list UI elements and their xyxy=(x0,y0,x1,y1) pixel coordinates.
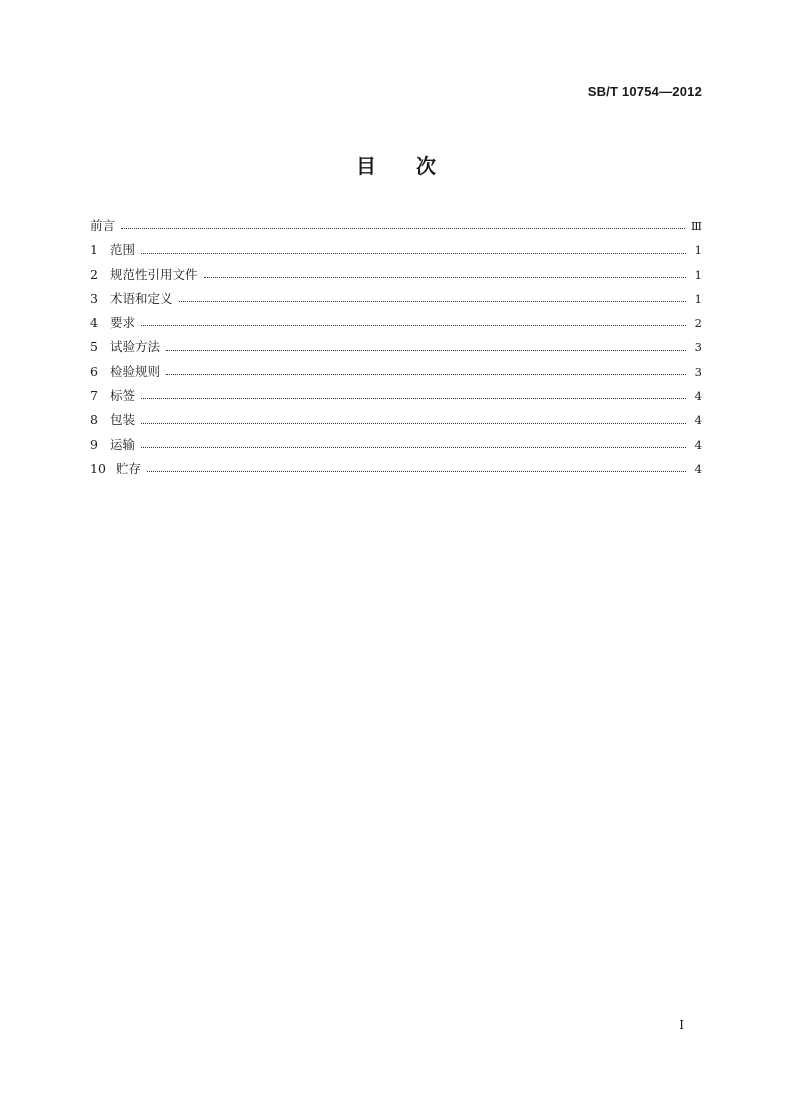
toc-entry-storage[interactable] xyxy=(90,457,702,481)
toc-entry-foreword[interactable] xyxy=(90,214,702,238)
toc-entry-number: 8 xyxy=(90,412,98,428)
table-of-contents xyxy=(90,214,702,481)
toc-entry-label: 前言 xyxy=(90,218,116,233)
toc-dot-leader xyxy=(179,301,686,302)
toc-dot-leader xyxy=(141,325,686,326)
toc-entry-requirements[interactable] xyxy=(90,311,702,335)
toc-entry-label: 要求 xyxy=(110,315,136,331)
toc-entry-transport[interactable] xyxy=(90,433,702,457)
toc-entry-label: 贮存 xyxy=(116,460,142,476)
toc-dot-leader xyxy=(141,253,686,254)
toc-dot-leader xyxy=(141,398,686,399)
toc-entry-page: 3 xyxy=(694,340,702,355)
toc-entry-label: 运输 xyxy=(110,436,136,452)
toc-entry-page: 1 xyxy=(694,243,702,258)
toc-entry-normative-references[interactable] xyxy=(90,263,702,287)
toc-entry-number: 4 xyxy=(90,315,98,331)
toc-entry-number: 2 xyxy=(90,266,98,282)
toc-entry-page: Ⅲ xyxy=(690,219,702,233)
toc-entry-number: 7 xyxy=(90,388,98,404)
toc-entry-labeling[interactable] xyxy=(90,384,702,408)
page-number: I xyxy=(679,1018,684,1032)
toc-entry-number: 10 xyxy=(90,460,106,476)
toc-entry-page: 4 xyxy=(694,461,702,476)
toc-entry-packaging[interactable] xyxy=(90,408,702,432)
toc-entry-page: 1 xyxy=(694,267,702,282)
standard-number: SB/T 10754—2012 xyxy=(587,84,702,99)
toc-entry-number: 3 xyxy=(90,290,98,306)
toc-entry-scope[interactable] xyxy=(90,238,702,262)
toc-entry-number: 1 xyxy=(90,242,98,258)
toc-entry-label: 术语和定义 xyxy=(110,290,173,306)
toc-dot-leader xyxy=(204,277,686,278)
toc-entry-page: 2 xyxy=(694,316,702,331)
toc-entry-label: 试验方法 xyxy=(110,339,161,355)
toc-entry-label: 标签 xyxy=(110,388,136,404)
toc-entry-inspection-rules[interactable] xyxy=(90,360,702,384)
toc-entry-page: 4 xyxy=(694,437,702,452)
toc-dot-leader xyxy=(141,423,686,424)
page-title: 目次 xyxy=(356,154,476,178)
toc-entry-label: 规范性引用文件 xyxy=(110,266,198,282)
toc-entry-number: 9 xyxy=(90,436,98,452)
toc-entry-terms-definitions[interactable] xyxy=(90,287,702,311)
toc-dot-leader xyxy=(121,228,685,229)
toc-entry-test-methods[interactable] xyxy=(90,335,702,359)
toc-dot-leader xyxy=(166,350,686,351)
toc-entry-label: 包装 xyxy=(110,412,136,428)
toc-entry-page: 4 xyxy=(694,413,702,428)
toc-dot-leader xyxy=(147,471,686,472)
toc-entry-page: 4 xyxy=(694,389,702,404)
toc-dot-leader xyxy=(141,447,686,448)
toc-entry-number: 5 xyxy=(90,339,98,355)
toc-entry-label: 检验规则 xyxy=(110,363,161,379)
toc-entry-number: 6 xyxy=(90,363,98,379)
toc-entry-label: 范围 xyxy=(110,242,136,258)
toc-entry-page: 3 xyxy=(694,364,702,379)
toc-dot-leader xyxy=(166,374,686,375)
toc-entry-page: 1 xyxy=(694,291,702,306)
